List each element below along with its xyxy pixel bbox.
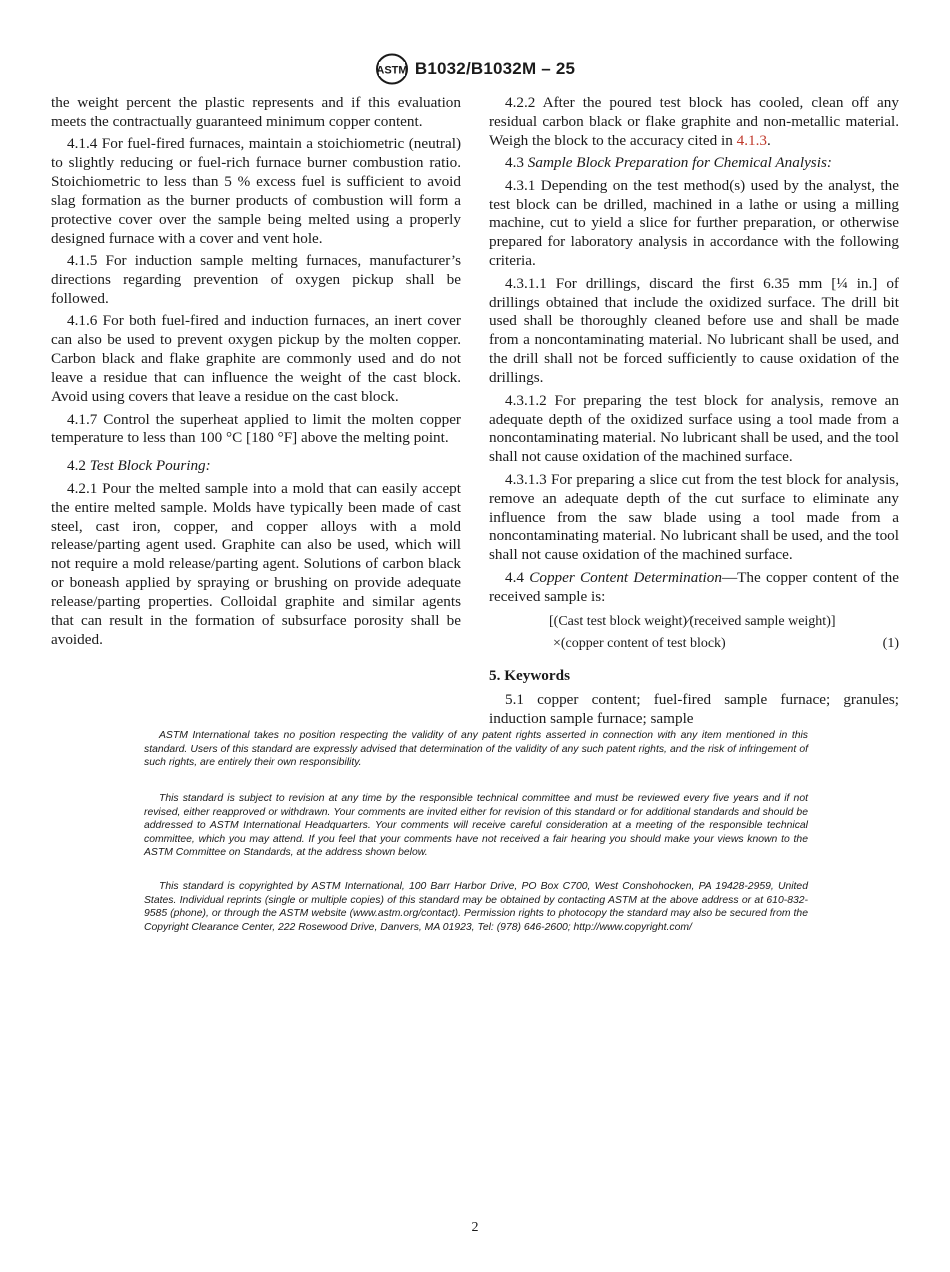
- section-text: —The copper content of the received sample is:: [489, 568, 899, 605]
- section-title: Sample Block Preparation for Chemical Analysis:: [527, 154, 832, 172]
- paragraph-text: 4.2.2 After the poured test block has cooled, clean off any residual carbon black or flake graphite and non-metallic material. Weigh the block to the accuracy cited in: [489, 94, 899, 149]
- section-number: 4.2: [67, 457, 86, 475]
- section-number: 4.3: [505, 154, 524, 172]
- right-column: [489, 94, 899, 733]
- logo-text: ASTM: [376, 64, 408, 77]
- notice-text: This standard is subject to revision at any time by the responsible technical committee and must be reviewed every five years and if not revised, either reapproved or withdrawn. Your comments are invited either for revision of this standard or for additional standards and should be addressed to ASTM International Headquarters. Your comments will receive careful consideration at a meeting of the responsible technical committee, which you may attend. If you feel that your comments have not received a fair hearing you should make your views known to the ASTM Committee on Standards, at the address shown below.: [144, 793, 808, 859]
- astm-logo-icon: [375, 53, 409, 85]
- paragraph-4-2-1: 4.2.1 Pour the melted sample into a mold that can easily accept the entire melted sample. Molds have typically been made of cast steel, cast iron, copper, and copper alloys with a mold release/parting agent used. Graphite can also be used, which will not require a mold release/parting agent. Solutions of carbon black or boneash applied by spraying or brushing on provide adequate release/parting properties. Colloidal graphite and similar agents that can result in the formation of subsurface porosity shall be avoided.: [51, 479, 461, 648]
- equation-number: (1): [882, 635, 899, 651]
- copyright-notice: [144, 880, 808, 934]
- notice-text: This standard is copyrighted by ASTM International, 100 Barr Harbor Drive, PO Box C700, West Conshohocken, PA 19428-2959, United States. Individual reprints (single or multiple copies) of this standard may be obtained by contacting ASTM at the above address or at 610-832-9585 (phone), or through the ASTM website (www.astm.org/contact). Permission rights to photocopy the standard may also be secured from the Copyright Clearance Center, 222 Rosewood Drive, Danvers, MA 01923, Tel: (978) 646-2600; http://www.copyright.com/: [144, 881, 808, 933]
- equation-line-1: [(Cast test block weight)⁄(received sample weight)]: [549, 613, 836, 629]
- equation-line-2: ×(copper content of test block): [553, 635, 726, 651]
- cross-reference-link[interactable]: 4.1.3: [736, 131, 767, 149]
- section-number: 4.4: [505, 568, 524, 586]
- paragraph-continued: the weight percent the plastic represents and if this evaluation meets the contractually guaranteed minimum copper content.: [51, 94, 461, 130]
- equation-1: [489, 613, 899, 659]
- paragraph-4-1-7: 4.1.7 Control the superheat applied to limit the molten copper temperature to less than 100 °C [180 °F] above the melting point.: [51, 410, 461, 447]
- paragraph-4-3-1-3: 4.3.1.3 For preparing a slice cut from the test block for analysis, remove an adequate depth of the cut surface to eliminate any influence from the saw blade using a tool made from a noncontaminating material. No lubricant shall be used, and the tool shall not cause oxidation of the machined surface.: [489, 470, 899, 564]
- revision-notice: [144, 792, 808, 860]
- section-title: Test Block Pouring:: [89, 457, 211, 475]
- notice-text: ASTM International takes no position respecting the validity of any patent rights asserted in connection with any item mentioned in this standard. Users of this standard are expressly advised that determination of the validity of any such patent rights, and the risk of infringement of such rights, are entirely their own responsibility.: [144, 730, 808, 769]
- paragraph-4-3-1-1: 4.3.1.1 For drillings, discard the first 6.35 mm [¼ in.] of drillings obtained that include the oxidized surface. The drill bit used shall be thoroughly cleaned before use and shall be made from a noncontaminating material. No lubricant shall be used, and the drill shall not be forced sufficiently to cause oxidation of the drillings.: [489, 274, 899, 387]
- section-4-2-heading: [51, 457, 461, 476]
- paragraph-5-1: 5.1 copper content; fuel-fired sample furnace; granules; induction sample furnace; sample: [489, 691, 899, 728]
- paragraph-4-1-6: 4.1.6 For both fuel-fired and induction furnaces, an inert cover can also be used to prevent oxygen pickup by the molten copper. Carbon black and flake graphite are commonly used and do not leave a residue that can influence the weight of the cast block. Avoid using covers that leave a residue on the cast block.: [51, 312, 461, 406]
- paragraph-4-1-4: 4.1.4 For fuel-fired furnaces, maintain a stoichiometric (neutral) to slightly reducing or fuel-rich furnace burner combustion ratio. Stoichiometric to less than 5 % excess fuel is sufficient to avoid slag formation as the burner products of combustion will form a protective cover over the sample being melted using a properly designed furnace with a cover and vent hole.: [51, 135, 461, 247]
- paragraph-4-1-5: 4.1.5 For induction sample melting furnaces, manufacturer’s directions regarding prevention of oxygen pickup shall be followed.: [51, 252, 461, 308]
- paragraph-4-3-1: 4.3.1 Depending on the test method(s) used by the analyst, the test block can be drilled, machined in a lathe or using a milling machine, cut to yield a slice for further preparation, or otherwise prepared for laboratory analysis in accordance with the following criteria.: [489, 176, 899, 270]
- section-5-heading: 5. Keywords: [489, 666, 570, 684]
- section-title: Copper Content Determination: [529, 568, 722, 586]
- patent-notice: [144, 729, 808, 770]
- section-4-3-heading: [489, 154, 899, 173]
- standard-designation: B1032/B1032M – 25: [414, 59, 576, 78]
- paragraph-4-2-2: [489, 94, 899, 151]
- paragraph-end: .: [766, 131, 771, 149]
- left-column: [51, 94, 461, 653]
- page-header: [0, 52, 950, 86]
- page-number: 2: [471, 1220, 479, 1235]
- section-4-4-paragraph: [489, 569, 899, 607]
- paragraph-4-3-1-2: 4.3.1.2 For preparing the test block for analysis, remove an adequate depth of the oxidized surface using a tool made from a noncontaminating material. No lubricant shall be used, and the tool shall not cause oxidation of the machined surface.: [489, 391, 899, 466]
